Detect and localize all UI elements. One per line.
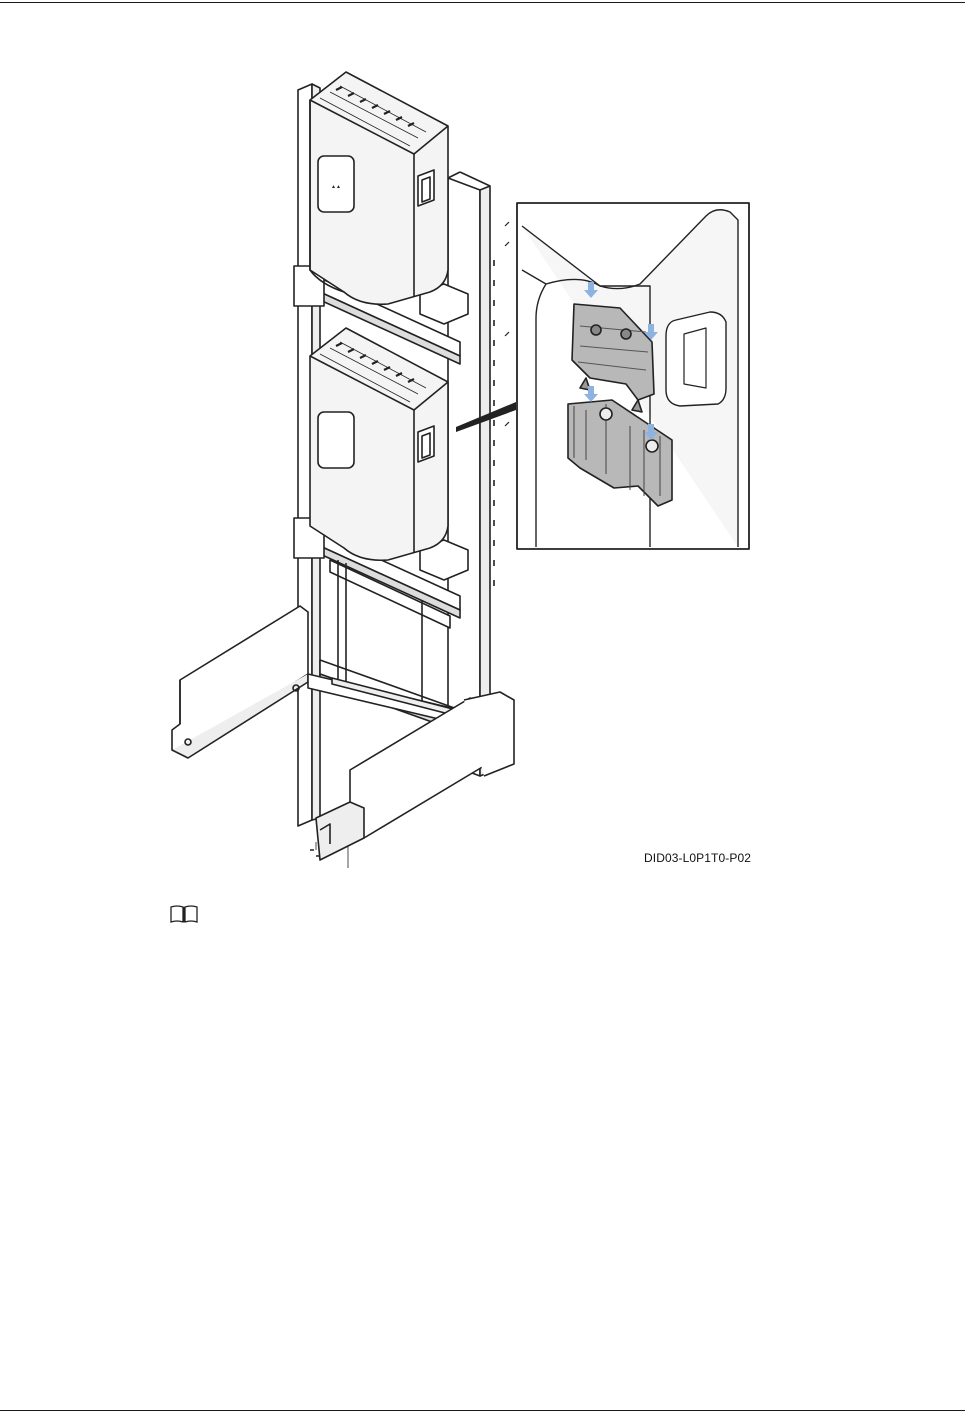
upper-unit (310, 72, 448, 304)
footer-rule (0, 1410, 965, 1411)
rack-right-post (448, 172, 494, 776)
svg-text:▲▲: ▲▲ (331, 184, 341, 190)
header-rule (0, 2, 965, 3)
lower-unit (310, 328, 448, 560)
detail-inset (505, 203, 749, 549)
figure-id-label: DID03-L0P1T0-P02 (644, 851, 751, 865)
book-icon (170, 904, 198, 924)
mounting-rack-figure (160, 60, 770, 880)
rack-illustration (160, 60, 770, 880)
